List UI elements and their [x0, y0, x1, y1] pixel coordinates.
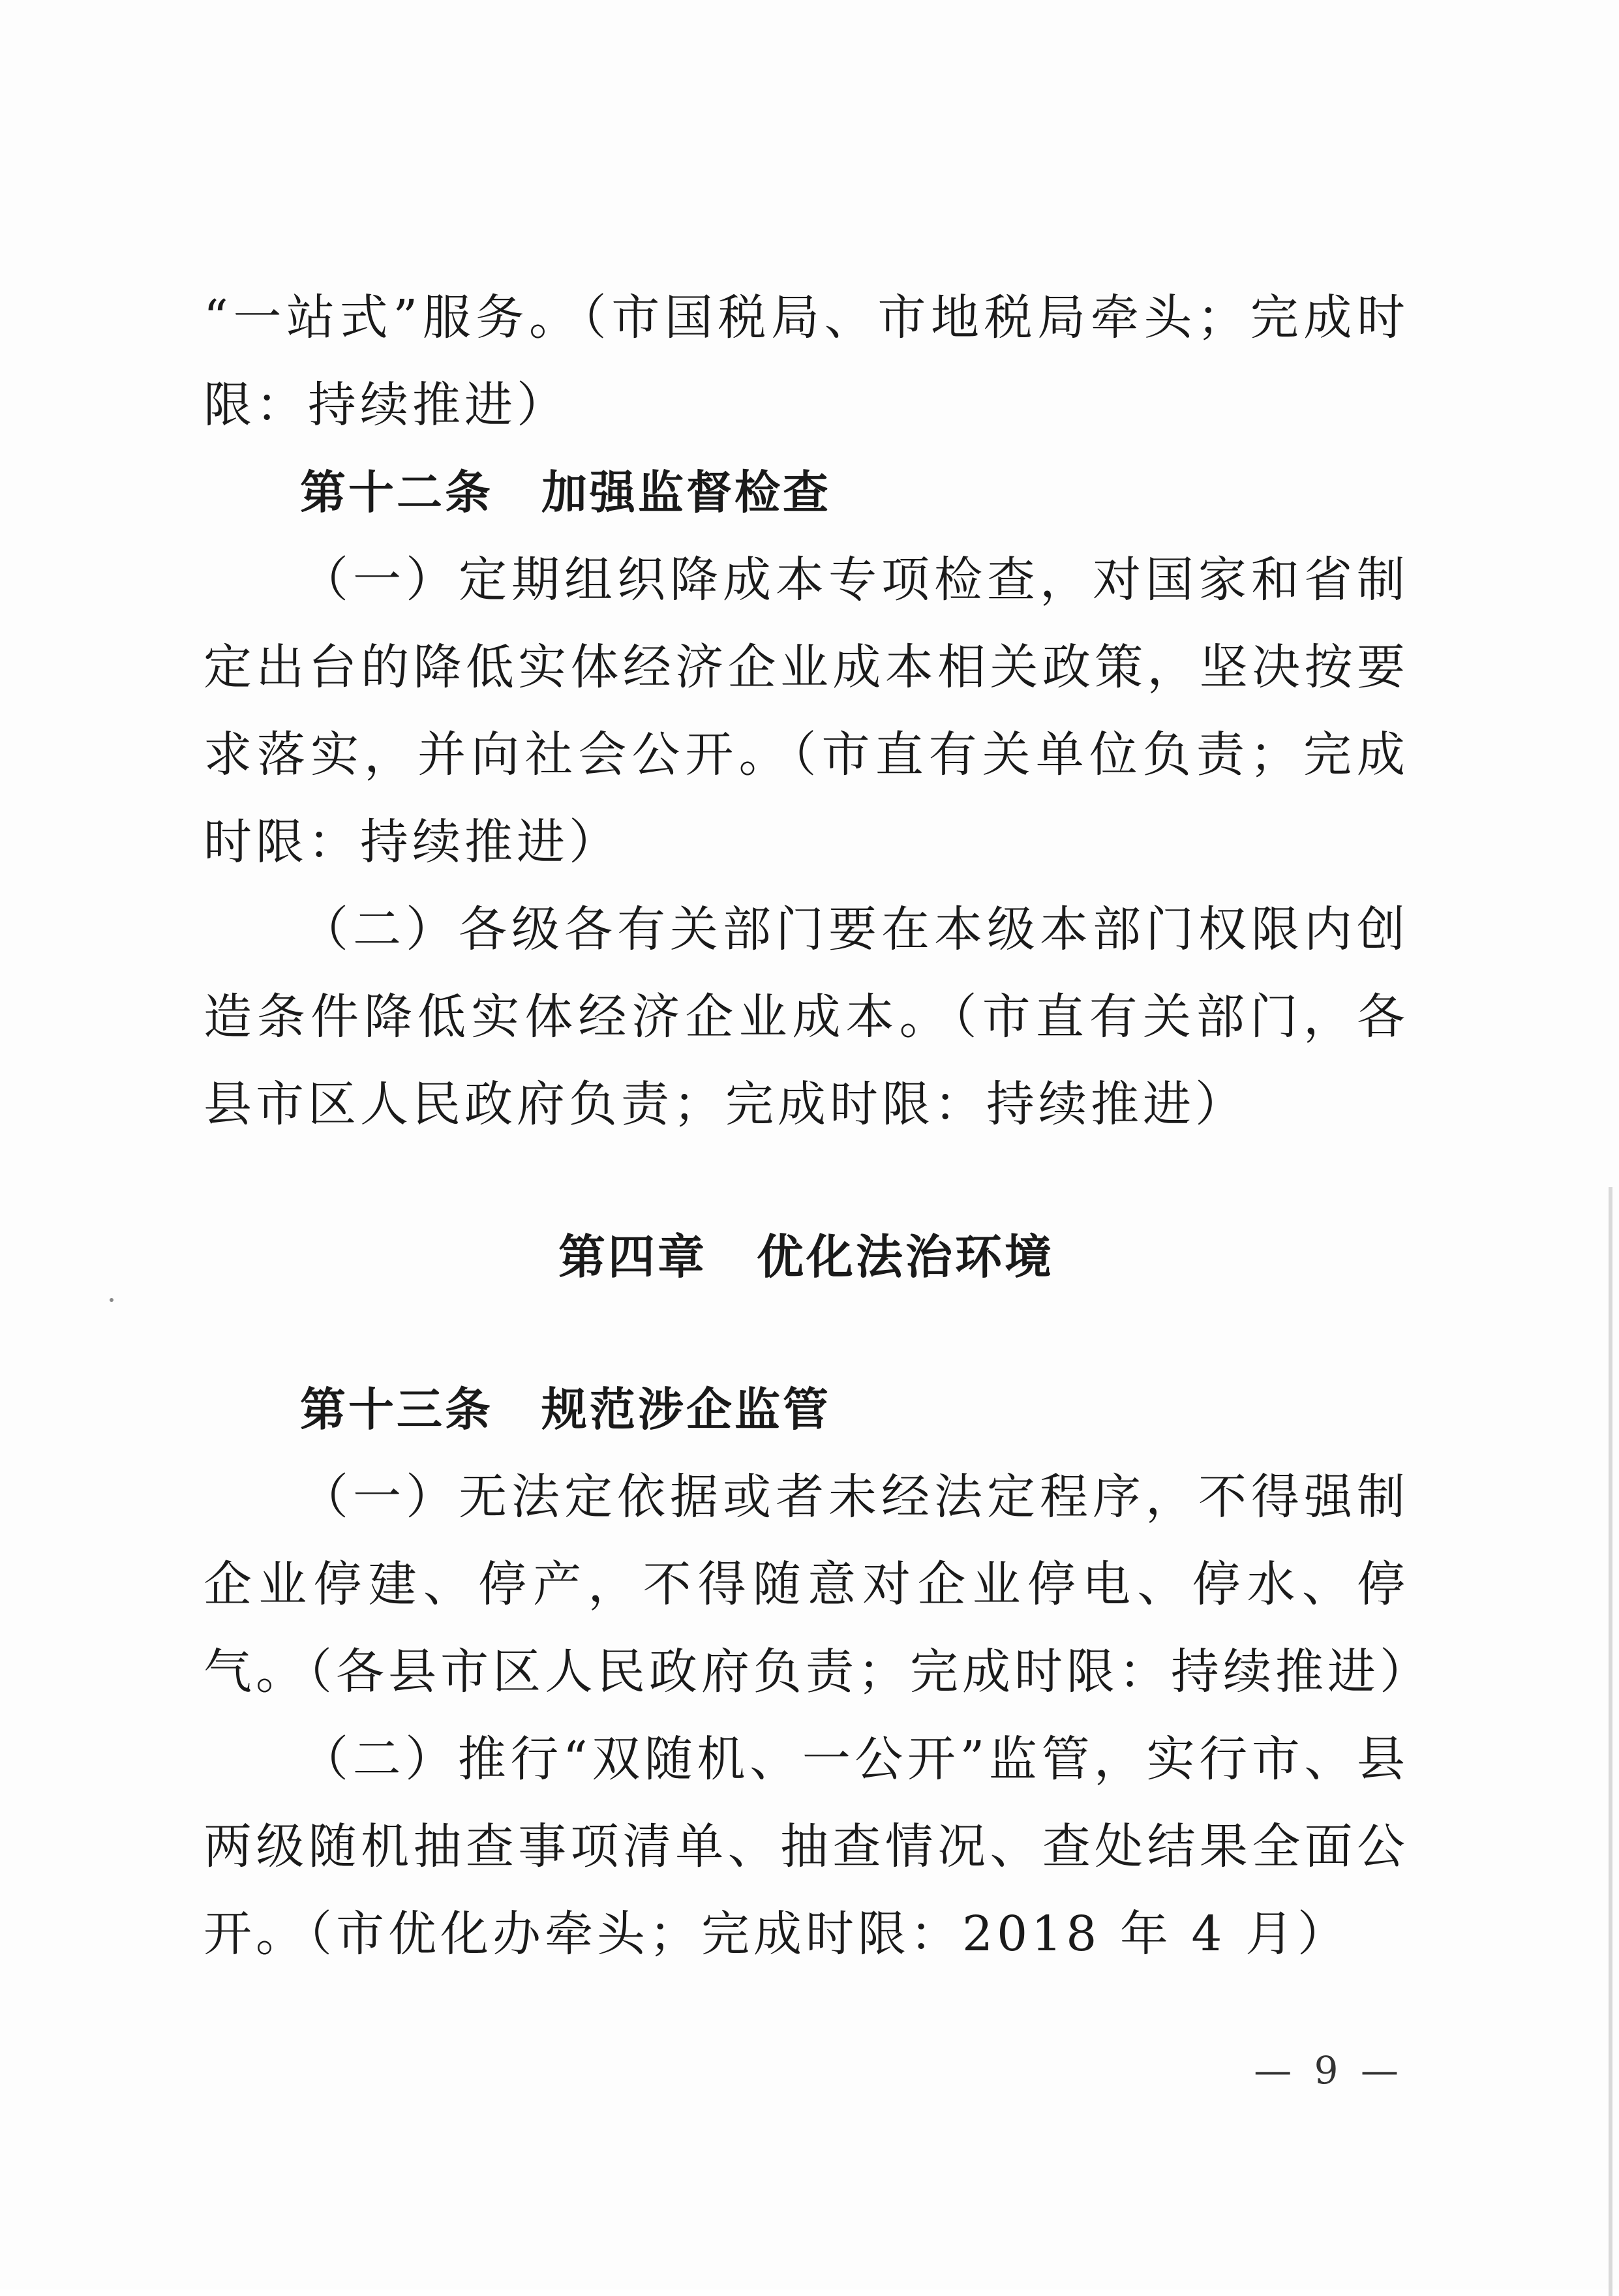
scan-edge-shadow — [1609, 1187, 1612, 2296]
paragraph-13-1: （一）无法定依据或者未经法定程序，不得强制企业停建、停产，不得随意对企业停电、停水、停气。（各县市区人民政府负责；完成时限：持续推进） — [204, 1469, 1432, 1700]
scan-speck — [110, 1298, 113, 1302]
paragraph-12-1: （一）定期组织降成本专项检查，对国家和省制定出台的降低实体经济企业成本相关政策，坚决按要求落实，并向社会公开。（市直有关单位负责；完成时限：持续推进） — [204, 552, 1409, 870]
article-12-heading: 第十二条 加强监督检查 — [300, 466, 831, 519]
chapter-4-heading: 第四章 优化法治环境 — [558, 1230, 1054, 1284]
paragraph-12-2: （二）各级各有关部门要在本级本部门权限内创造条件降低实体经济企业成本。（市直有关部门，各县市区人民政府负责；完成时限：持续推进） — [204, 901, 1409, 1132]
page-number: — 9 — — [1254, 2048, 1404, 2092]
paragraph-13-2: （二）推行“双随机、一公开”监管，实行市、县两级随机抽查事项清单、抽查情况、查处结果全面公开。（市优化办牵头；完成时限：2018 年 4 月） — [204, 1731, 1409, 1962]
paragraph-one-stop-service: “一站式”服务。（市国税局、市地税局牵头；完成时限：持续推进） — [204, 290, 1409, 433]
article-13-heading: 第十三条 规范涉企监管 — [300, 1383, 831, 1436]
document-body — [204, 274, 1432, 1978]
